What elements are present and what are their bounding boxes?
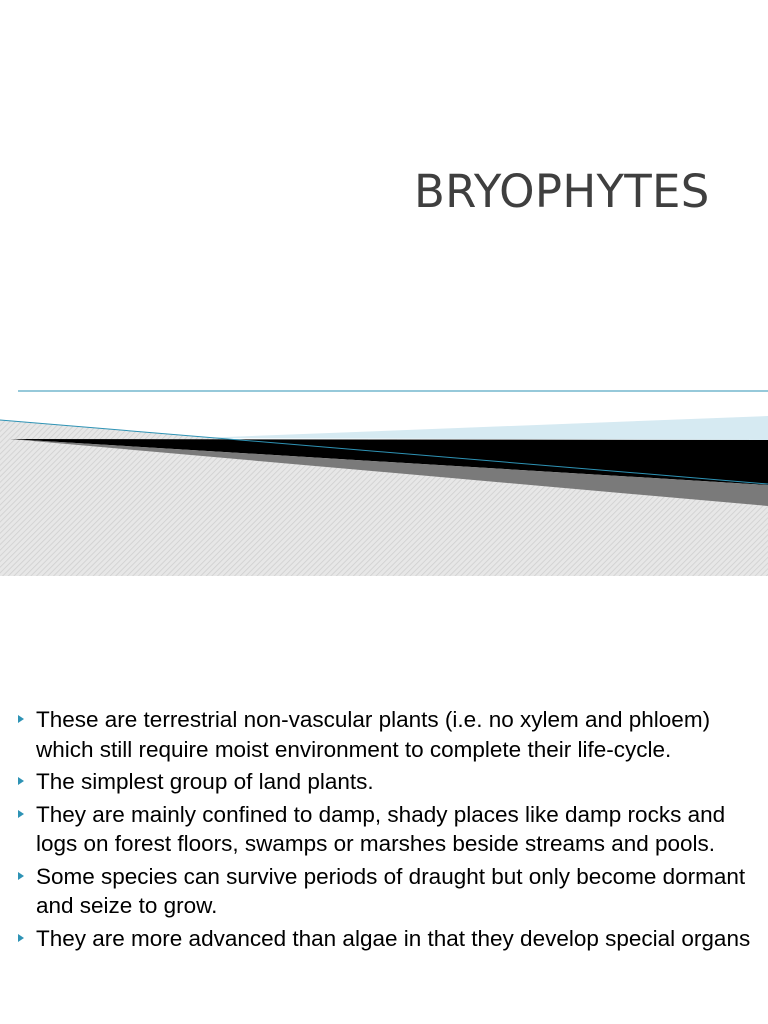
triangle-bullet-icon — [18, 872, 24, 880]
slide-title: BRYOPHYTES — [414, 165, 710, 218]
bullet-item — [14, 862, 762, 921]
bullet-text: Some species can survive periods of draught but only become dormant and seize to grow. — [36, 863, 746, 918]
bullet-text: They are more advanced than algae in that they develop special organs — [36, 925, 751, 951]
decorative-band — [0, 380, 768, 580]
triangle-bullet-icon — [18, 715, 24, 723]
bullet-item — [14, 767, 762, 797]
bullet-item — [14, 705, 762, 764]
bullet-item — [14, 800, 762, 859]
bullet-item — [14, 924, 762, 954]
bullet-list — [14, 705, 762, 956]
triangle-bullet-icon — [18, 810, 24, 818]
bullet-text: The simplest group of land plants. — [36, 769, 374, 794]
triangle-bullet-icon — [18, 934, 24, 942]
bullet-text: They are mainly confined to damp, shady places like damp rocks and logs on forest floors, swamps or marshes beside streams and pools. — [36, 801, 726, 856]
band-light-blue-wedge — [200, 416, 768, 440]
bullet-text: These are terrestrial non-vascular plants (i.e. no xylem and phloem) which still require moist environment to complete their life-cycle. — [36, 707, 711, 762]
triangle-bullet-icon — [18, 777, 24, 785]
